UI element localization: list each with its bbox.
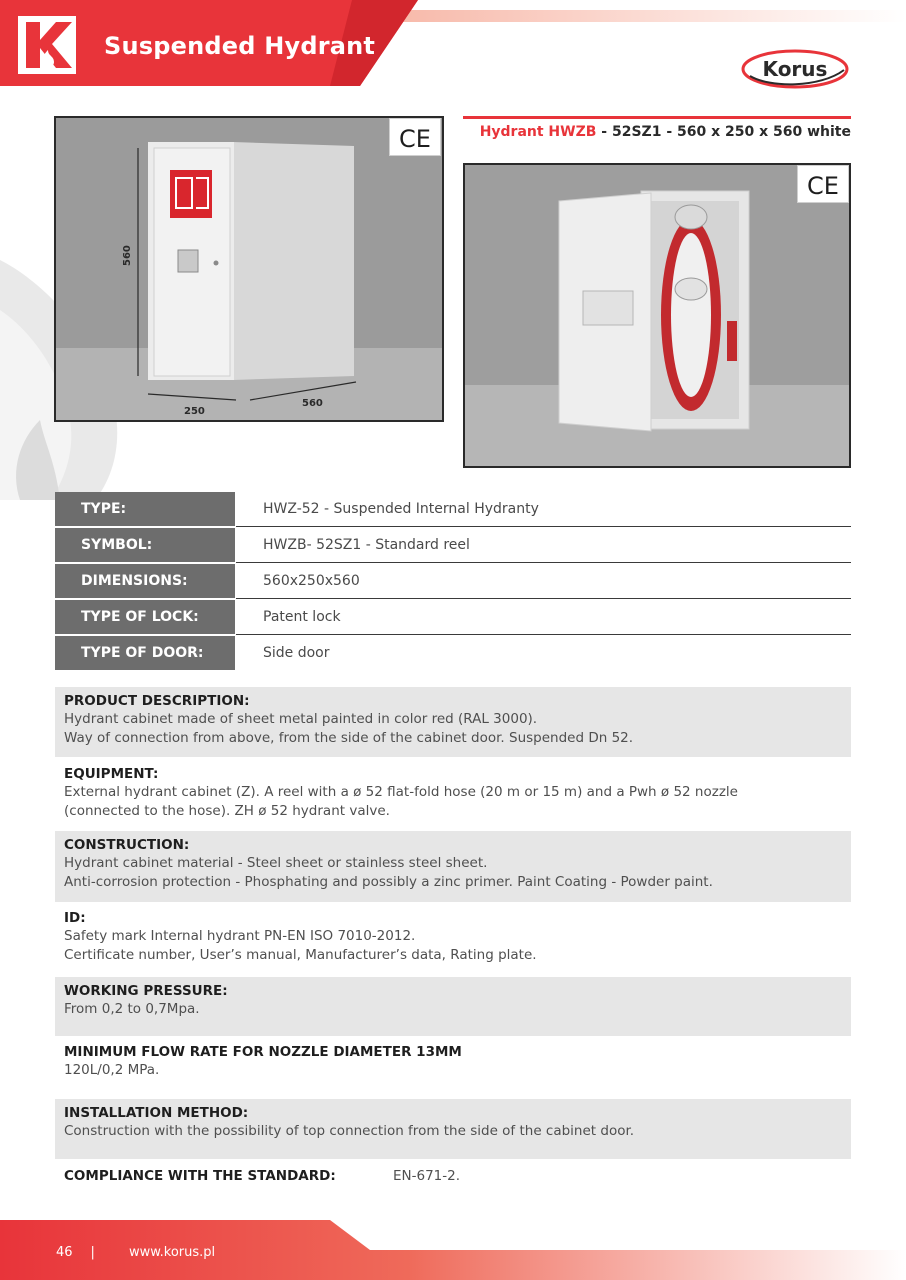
spec-label: TYPE: [55,492,235,526]
section-title: EQUIPMENT: [64,766,159,782]
section-text: (connected to the hose). ZH ø 52 hydrant valve. [64,803,390,819]
section-text: Construction with the possibility of top connection from the side of the cabinet door. [64,1123,635,1139]
korus-logo [740,48,850,90]
product-spec: - 52SZ1 - 560 x 250 x 560 white [596,124,851,140]
section-text: Safety mark Internal hydrant PN-EN ISO 7010-2012. [64,928,416,944]
section-compliance [64,1168,851,1190]
ce-text: CE [807,172,839,200]
section-minimum-flow-rate [55,1038,851,1094]
section-title: INSTALLATION METHOD: [64,1105,249,1121]
divider [236,562,851,563]
spec-label: TYPE OF DOOR: [55,636,235,670]
spec-value: HWZB- 52SZ1 - Standard reel [263,537,470,553]
footer-separator: | [90,1245,95,1260]
section-equipment [55,760,851,830]
cabinet-open-image [463,163,851,468]
section-text: 120L/0,2 MPa. [64,1062,160,1078]
product-name: Hydrant HWZB [479,124,597,140]
spec-row-door [55,636,851,670]
section-text: Way of connection from above, from the side of the cabinet door. Suspended Dn 52. [64,730,634,746]
ce-mark-icon [797,165,849,203]
section-working-pressure [55,977,851,1036]
spec-label: DIMENSIONS: [55,564,235,598]
product-title [463,124,851,140]
divider [236,526,851,527]
k-logo-icon [18,16,76,74]
section-text: Certificate number, User’s manual, Manufacturer’s data, Rating plate. [64,947,537,963]
spec-row-type [55,492,851,526]
spec-value: 560x250x560 [263,573,360,589]
divider [236,598,851,599]
section-text: External hydrant cabinet (Z). A reel with a ø 52 flat-fold hose (20 m or 15 m) and a Pwh ø 52 nozzle [64,784,738,800]
divider [236,634,851,635]
section-id [55,904,851,974]
section-title: MINIMUM FLOW RATE FOR NOZZLE DIAMETER 13MM [64,1044,462,1060]
spec-row-symbol [55,528,851,562]
spec-row-lock [55,600,851,634]
spec-value: Patent lock [263,609,341,625]
cabinet-closed-image [54,116,444,422]
section-text: Anti-corrosion protection - Phosphating and possibly a zinc primer. Paint Coating - Powder paint. [64,874,713,890]
section-text: EN-671-2. [393,1168,461,1184]
spec-row-dimensions [55,564,851,598]
website-link[interactable]: www.korus.pl [128,1245,216,1260]
spec-value: Side door [263,645,330,661]
spec-value: HWZ-52 - Suspended Internal Hydranty [263,501,539,517]
dim-height-label: 560 [122,245,133,266]
cabinet-open-illustration [465,165,849,466]
section-text: From 0,2 to 0,7Mpa. [64,1001,200,1017]
cabinet-closed-illustration [56,118,442,420]
section-product-description [55,687,851,757]
title-rule [463,116,851,119]
section-title: WORKING PRESSURE: [64,983,228,999]
section-title: COMPLIANCE WITH THE STANDARD: [64,1168,336,1184]
ce-mark-icon [389,118,441,156]
page-title: Suspended Hydrant [104,32,376,60]
page-number: 46 [56,1245,73,1260]
dim-depth-label: 560 [302,398,323,409]
section-text: Hydrant cabinet made of sheet metal painted in color red (RAL 3000). [64,711,538,727]
spec-label: TYPE OF LOCK: [55,600,235,634]
ce-text: CE [399,125,431,153]
section-title: CONSTRUCTION: [64,837,190,853]
section-construction [55,831,851,902]
dim-width-label: 250 [184,406,205,417]
spec-label: SYMBOL: [55,528,235,562]
brand-name: Korus [762,57,828,81]
section-title: PRODUCT DESCRIPTION: [64,693,250,709]
section-text: Hydrant cabinet material - Steel sheet or stainless steel sheet. [64,855,488,871]
section-installation-method [55,1099,851,1159]
section-title: ID: [64,910,86,926]
footer [56,1245,215,1260]
